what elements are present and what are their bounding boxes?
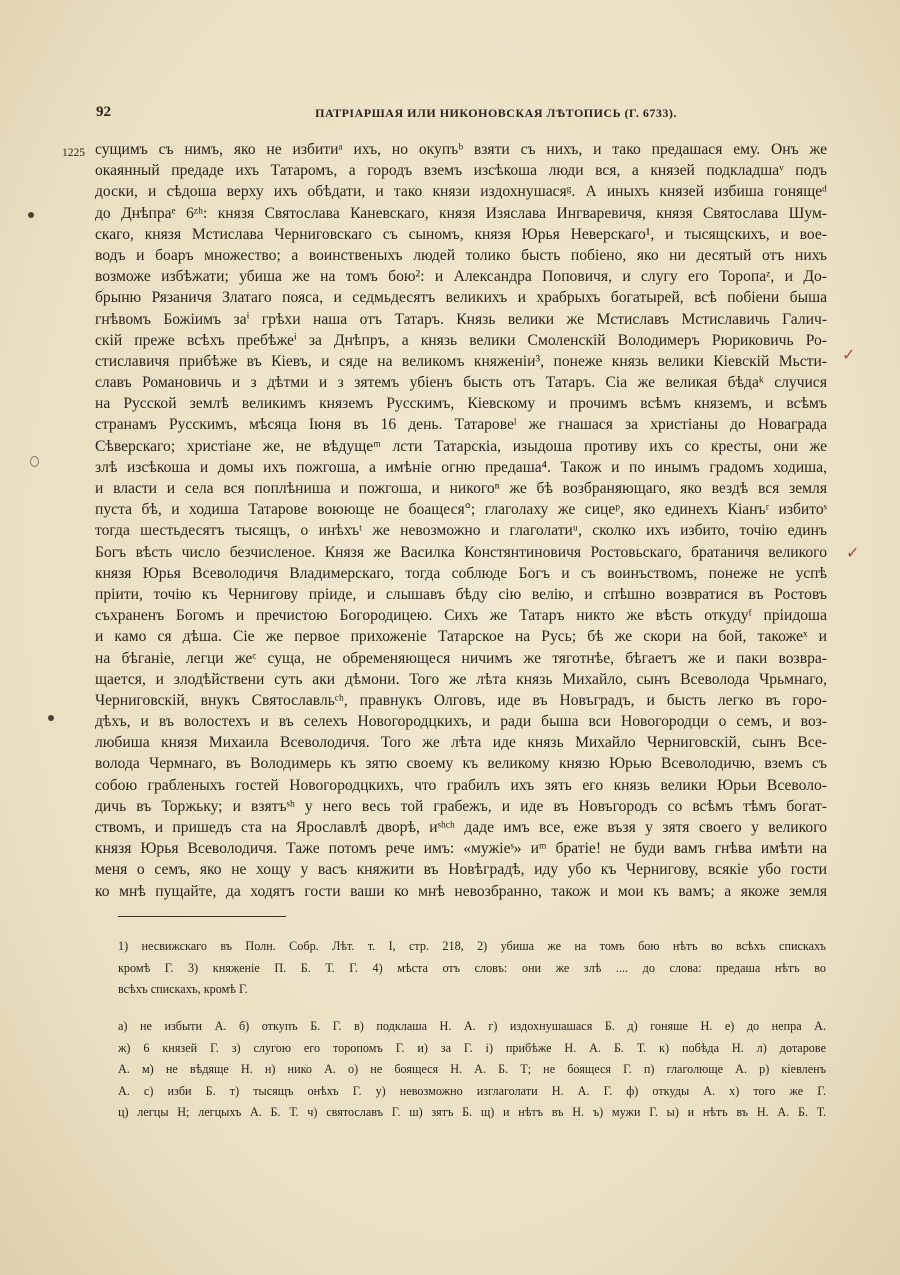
text-line: славъ Романовичь и з дѣтми и з зятемъ убіенъ бысть отъ Татаръ. Сіа же великая бѣдаᵏ случися (95, 374, 827, 392)
text-line: странамъ Русскимъ, мѣсяца Іюня въ 16 день. Татаровеˡ же гнашася за христіаны до Новаграда (95, 416, 827, 434)
footnote-line: 1) несвижскаго въ Полн. Собр. Лѣт. т. I, стр. 218, 2) убиша же на томъ бою нѣтъ во всѣхъ спискахъ (118, 939, 826, 953)
text-line: любиша князя Михаила Всеволодичя. Того же лѣта иде князь Михайло Черниговскій, сынъ Все- (95, 734, 827, 752)
footnote-line: всѣхъ спискахъ, кромѣ Г. (118, 982, 248, 996)
margin-ring-icon (30, 456, 39, 467)
text-line: пріити, точію къ Чернигову пріиде, и слышавъ бѣду сію велію, и спѣшно возвратися въ Ростовъ (95, 585, 827, 603)
main-text-block (95, 139, 827, 902)
text-line: собою грабленыхъ гостей Новогородцкихъ, что грабилъ ихъ зять его князь велики Юрьи Всеволо- (95, 776, 827, 794)
lettered-variant-notes (118, 1016, 826, 1124)
text-line: Богъ вѣсть число безчисленое. Князя же Василка Констянтиновичя Ростовьскаго, братаничя великого (95, 543, 827, 561)
text-line: и власти и села вся поплѣниша и пожгоша, и никогоⁿ же бѣ возбраняющаго, яко вездѣ вся земля (95, 480, 827, 497)
footnote-line: кромѣ Г. 3) княженіе П. Б. Т. Г. 4) мѣста отъ словъ: они же злѣ .... до слова: предаша нѣтъ во (118, 960, 826, 975)
footnote-line: ц) легцы Н; легцыхъ А. Б. Т. ч) святославъ Г. ш) зятъ Б. щ) и нѣтъ въ Н. ъ) мужи Г. ы) и нѣтъ въ Н. А. Б. Т. (118, 1105, 826, 1119)
text-line: возможе избѣжати; убиша же на томъ бою²: и Александра Поповичя, и слугу его Торопаᶻ, и До- (95, 268, 827, 286)
page-header (96, 104, 826, 126)
page-number: 92 (96, 104, 111, 120)
margin-dot-icon (48, 715, 54, 721)
footnote-separator (118, 916, 286, 917)
text-line: ко мнѣ пущайте, да ходятъ гости ваши ко мнѣ невозбранно, також и мои къ вамъ; а якоже земля (95, 882, 827, 900)
margin-dot-icon (28, 212, 34, 218)
text-line: брыню Рязаничя Златаго пояса, и седмьдесятъ великихъ и храбрыхъ богатырей, всѣ побіени быша (95, 289, 827, 307)
text-line: меня о семъ, яко не хощу у васъ княжити въ Новѣградѣ, иду убо къ Чернигову, всякіе убо гости (95, 861, 827, 879)
margin-checkmark-icon: ✓ (846, 543, 860, 562)
text-line: сущимъ съ нимъ, яко не избитиᵃ ихъ, но окупъᵇ взяти съ нихъ, и тако предашася ему. Онъ же (95, 141, 827, 158)
numbered-footnotes (118, 936, 826, 1001)
footnote-line: А. с) изби Б. т) тысящъ онѣхъ Г. у) невозможно изглаголати Н. А. Г. ф) откуды А. х) того же Г. (118, 1083, 826, 1098)
text-line: Черниговскій, внукъ Святославльᶜʰ, правнукъ Олговъ, иде въ Новъградъ, и бысть легко въ горо- (95, 691, 827, 709)
text-line: тогда шестьдесятъ тысящъ, о инѣхъᵗ же невозможно и глаголатиᵘ, сколко ихъ избито, точію единъ (95, 522, 827, 540)
text-line: окаянный предаде ихъ Татаромъ, а городъ вземъ изсѣкоша люди вся, а князей подкладшаᵛ подъ (95, 162, 827, 180)
text-line: ствомъ, и пришедъ ста на Ярославлѣ дворѣ, иˢʰᶜʰ даде имъ все, еже възя у зятя своего у великого (95, 819, 827, 836)
text-line: князя Юрья Всеволодичя Владимерскаго, тогда соблюде Богъ и съ воинъствомъ, понеже не успѣ (95, 564, 827, 582)
text-line: скаго, князя Мстислава Черниговскаго съ сыномъ, князя Юрья Неверскаго¹, и тысящскихъ, и вое- (95, 225, 827, 243)
text-line: до Днѣпраᵉ 6ᶻʰ: князя Святослава Каневскаго, князя Изяслава Ингваревичя, князя Святослава Шум- (95, 204, 827, 222)
text-line: на Русской землѣ великимъ княземъ Русскимъ, Кіевскому и прочимъ всѣмъ княземъ, и всѣмъ (95, 395, 827, 413)
year-marginal-note: 1225 (62, 147, 85, 159)
text-line: злѣ изсѣкоша и домы ихъ пожгоша, а имѣніе огню предаша⁴. Також и по инымъ градомъ ходиша, (95, 458, 827, 476)
footnote-line: ж) 6 князей Г. з) слугою его торопомъ Г. и) за Г. і) прибѣже Н. А. Б. Т. к) побѣда Н. л) дотарове (118, 1040, 826, 1055)
text-line: на бѣганіе, легци жеᶜ суща, не обременяющеся ничимъ же тяготнѣе, бѣгаетъ же и паки возвра- (95, 649, 827, 667)
text-line: съхраненъ Богомъ и пречистою Богородицею. Сихъ же Татаръ никто же вѣсть откудуᶠ пріидоша (95, 607, 827, 625)
margin-checkmark-icon: ✓ (842, 345, 856, 364)
text-line: щается, и злодѣйствени суть аки дѣмони. Того же лѣта князь Михайло, сынъ Всеволода Чрьмнаго, (95, 670, 827, 688)
text-line: водъ и боаръ множество; а воинственыхъ людей толико бысть побіено, яко ни десятый отъ нихъ (95, 246, 827, 264)
running-head: ПАТРІАРШАЯ ИЛИ НИКОНОВСКАЯ ЛѢТОПИСЬ (Г. 6733). (315, 106, 677, 120)
footnote-line: а) не избыти А. б) откупъ Б. Г. в) подклаша Н. А. г) издохнушашася Б. д) гоняше Н. е) до непра А. (118, 1019, 826, 1033)
text-line: князя Юрья Всеволодичя. Таже потомъ рече имъ: «мужіеˢ» иᵐ братіе! не буди вамъ гнѣва имѣти на (95, 840, 827, 858)
text-line: Сѣверскаго; христіане же, не вѣдущеᵐ лсти Татарскіа, изыдоша противу ихъ со кресты, они же (95, 437, 827, 455)
text-line: стиславичя прибѣже въ Кіевъ, и сяде на великомъ княженіи³, понеже князь велики Кіевскій Мьсти- (95, 352, 827, 370)
footnote-line: А. м) не вѣдяще Н. н) нико А. о) не боящеся Н. А. Б. Т; не боящеся Г. п) глаголюще А. р) кіевленъ (118, 1062, 826, 1076)
text-line: дѣхъ, и въ волостехъ и въ селехъ Новогородцкихъ, и ради быша вси Новогородци о семъ, и воз- (95, 713, 827, 731)
text-line: гнѣвомъ Божіимъ заⁱ грѣхи наша отъ Татаръ. Князь велики же Мстиславъ Мстиславичь Галич- (95, 310, 827, 328)
text-line: доски, и сѣдоша верху ихъ обѣдати, и тако князи издохнушасяᵍ. А иныхъ князей избиша гонящеᵈ (95, 183, 827, 201)
text-line: волода Чермнаго, въ Володимерь къ зятю своему къ великому князю Юрью Всеволодичю, вземъ съ (95, 755, 827, 773)
text-line: скій преже всѣхъ пребѣжеⁱ за Днѣпръ, а князь велики Смоленскій Володимеръ Рюриковичь Ро- (95, 331, 827, 349)
text-line: пуста бѣ, и ходиша Татарове воююще не боащеся°; глаголаху же сицеᵖ, яко единехъ Кіанъʳ избитоˢ (95, 501, 827, 519)
text-line: и камо ся дѣша. Сіе же первое прихоженіе Татарское на Русь; бѣ же скори на бой, такожеˣ и (95, 628, 827, 646)
text-line: дичь въ Торжьку; и взятъˢʰ у него весь той грабежъ, и иде въ Новъгородъ со всѣмъ тѣмъ богат- (95, 797, 827, 815)
